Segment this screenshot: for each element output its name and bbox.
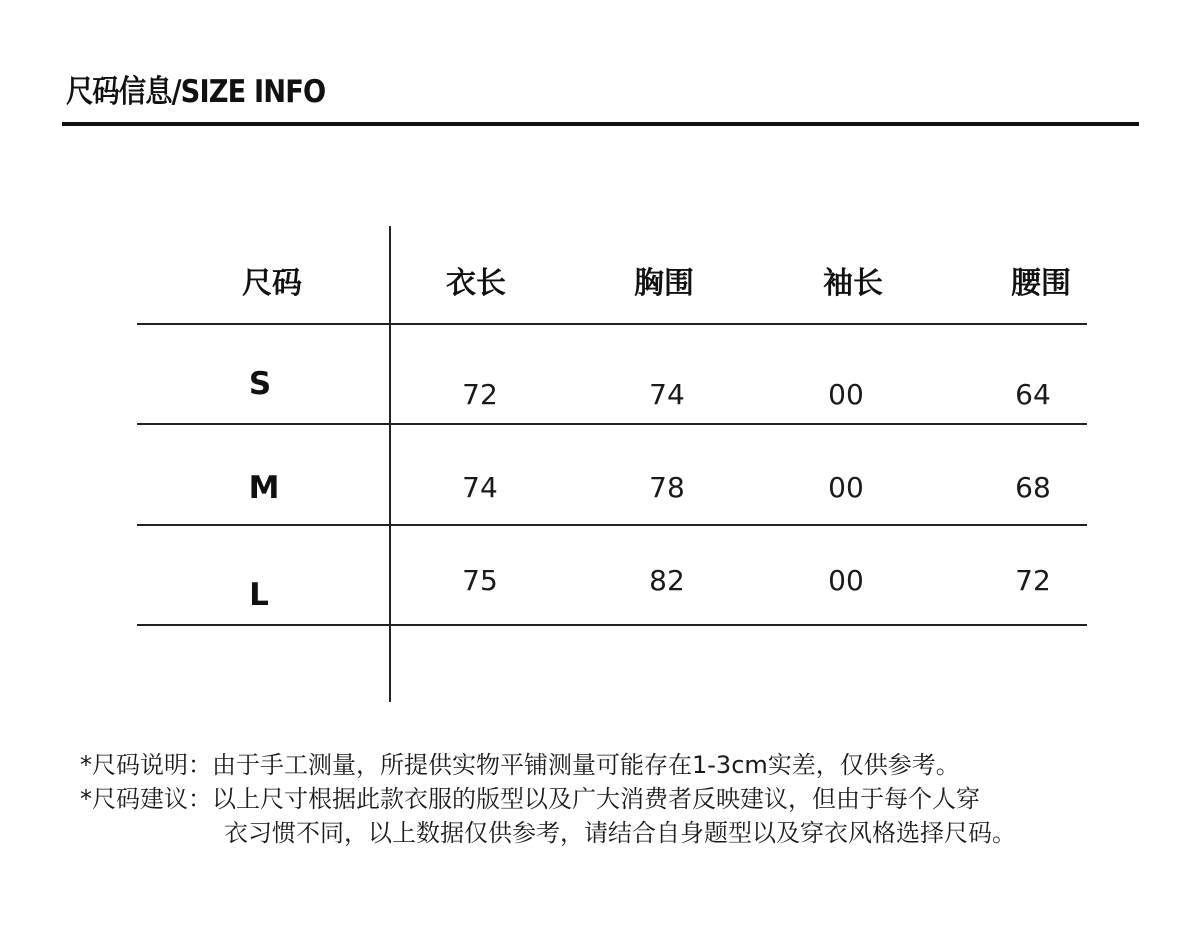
size-label: S bbox=[248, 366, 272, 402]
note-size-suggestion: *尺码建议：以上尺寸根据此款衣服的版型以及广大消费者反映建议，但由于每个人穿 bbox=[80, 785, 980, 813]
size-label: M bbox=[248, 470, 280, 506]
table-row-rule bbox=[137, 423, 1087, 425]
column-header-chest: 胸围 bbox=[634, 266, 694, 301]
table-cell: 72 bbox=[1015, 564, 1051, 597]
table-cell: 00 bbox=[828, 564, 864, 597]
table-cell: 75 bbox=[462, 564, 498, 597]
page-title: 尺码信息/SIZE INFO bbox=[66, 74, 326, 110]
column-header-length: 衣长 bbox=[446, 266, 506, 301]
column-header-size: 尺码 bbox=[242, 266, 302, 301]
table-cell: 82 bbox=[649, 564, 685, 597]
note-size-explanation: *尺码说明：由于手工测量，所提供实物平铺测量可能存在1-3cm实差，仅供参考。 bbox=[80, 751, 960, 779]
table-row-rule bbox=[137, 524, 1087, 526]
table-cell: 74 bbox=[462, 471, 498, 504]
table-bottom-rule bbox=[137, 624, 1087, 626]
title-divider bbox=[62, 122, 1139, 126]
table-column-divider bbox=[389, 226, 391, 702]
column-header-waist: 腰围 bbox=[1011, 266, 1071, 301]
table-cell: 64 bbox=[1015, 378, 1051, 411]
table-cell: 74 bbox=[649, 378, 685, 411]
column-header-sleeve: 袖长 bbox=[823, 266, 883, 301]
table-cell: 00 bbox=[828, 471, 864, 504]
table-cell: 78 bbox=[649, 471, 685, 504]
table-header-rule bbox=[137, 323, 1087, 325]
note-size-suggestion-continued: 衣习惯不同，以上数据仅供参考，请结合自身题型以及穿衣风格选择尺码。 bbox=[224, 819, 1016, 847]
table-cell: 72 bbox=[462, 378, 498, 411]
size-label: L bbox=[249, 577, 269, 613]
table-cell: 68 bbox=[1015, 471, 1051, 504]
table-cell: 00 bbox=[828, 378, 864, 411]
